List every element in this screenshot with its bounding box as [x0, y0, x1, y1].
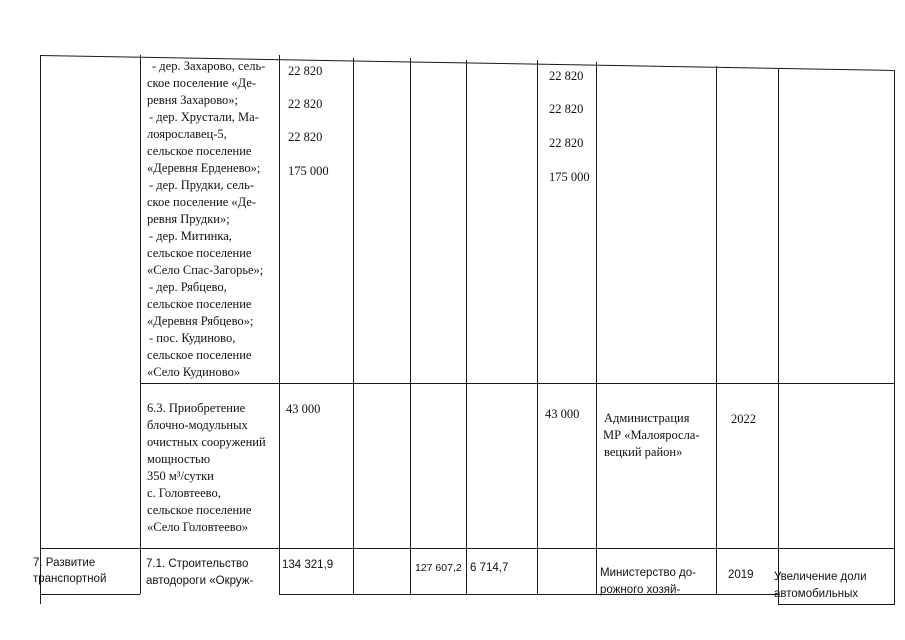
text-line: 6.3. Приобретение: [147, 401, 246, 415]
amount-value: 22 820: [549, 69, 584, 83]
amount-value: 175 000: [288, 164, 329, 178]
col-line-3: [353, 58, 354, 594]
text-line: 7.1. Строительство: [146, 558, 249, 570]
amount-value: 22 820: [549, 102, 584, 116]
row-line-3-left: [40, 594, 140, 595]
text-line: блочно-модульных: [147, 418, 248, 432]
text-line: автодороги «Окруж-: [146, 575, 254, 587]
row-3-year: 2019: [728, 569, 754, 581]
text-line: очистных сооружений: [147, 435, 266, 449]
row-2-year: 2022: [731, 412, 756, 426]
text-line: с. Головтеево,: [147, 486, 221, 500]
text-line: сельское поселение: [147, 246, 252, 260]
text-line: - дер. Рябцево,: [149, 280, 227, 294]
text-line: ревня Прудки»;: [147, 212, 230, 226]
row-line-3-mid: [279, 594, 779, 595]
row-2-amount-local: 43 000: [545, 407, 580, 421]
text-line: «Деревня Рябцево»;: [147, 314, 254, 328]
text-line: мощностью: [147, 452, 211, 466]
text-line: - пос. Кудиново,: [149, 331, 236, 345]
text-line: «Село Кудиново»: [147, 365, 241, 379]
col-line-8: [716, 66, 717, 594]
text-line: 7. Развитие: [33, 557, 96, 569]
col-line-6: [537, 60, 538, 594]
amount-value: 175 000: [549, 170, 590, 184]
text-line: - дер. Митинка,: [149, 229, 232, 243]
col-line-4: [410, 58, 411, 594]
text-line: Увеличение доли: [774, 571, 867, 583]
text-line: сельское поселение: [147, 503, 252, 517]
row-3-amount-regional: 6 714,7: [470, 562, 509, 574]
row-2-amount-total: 43 000: [286, 402, 321, 416]
text-line: ское поселение «Де-: [147, 76, 257, 90]
amount-value: 22 820: [288, 130, 323, 144]
text-line: сельское поселение: [147, 348, 252, 362]
text-line: Министерство до-: [600, 567, 696, 579]
text-line: - дер. Прудки, сель-: [149, 178, 254, 192]
col-line-9: [778, 68, 779, 604]
text-line: МР «Малояросла-: [603, 428, 700, 442]
text-line: 350 м³/сутки: [147, 469, 214, 483]
text-line: автомобильных: [774, 588, 859, 600]
row-3-amount-total: 134 321,9: [282, 559, 334, 571]
text-line: «Деревня Ерденево»;: [147, 161, 261, 175]
text-line: рожного хозяй-: [600, 584, 681, 596]
row-3-amount-federal: 127 607,2: [415, 562, 462, 574]
text-line: - дер. Захарово, сель-: [152, 59, 266, 73]
text-line: вецкий район»: [604, 445, 683, 459]
col-line-10: [894, 70, 895, 604]
amount-value: 22 820: [549, 136, 584, 150]
col-line-5: [466, 60, 467, 594]
text-line: лоярославец-5,: [147, 127, 227, 141]
text-line: «Село Спас-Загорье»;: [147, 263, 264, 277]
text-line: сельское поселение: [147, 144, 252, 158]
col-line-1: [140, 55, 141, 594]
col-line-7: [596, 62, 597, 594]
row-line-3-right: [778, 604, 895, 605]
text-line: транспортной: [33, 573, 107, 585]
text-line: ское поселение «Де-: [147, 195, 257, 209]
row-line-1: [140, 383, 895, 384]
text-line: ревня Захарово»;: [147, 93, 238, 107]
row-line-2: [40, 548, 895, 549]
text-line: - дер. Хрустали, Ма-: [149, 110, 259, 124]
amount-value: 22 820: [288, 64, 323, 78]
col-line-2: [279, 55, 280, 594]
text-line: «Село Головтеево»: [147, 520, 249, 534]
text-line: Администрация: [604, 411, 690, 425]
amount-value: 22 820: [288, 97, 323, 111]
text-line: сельское поселение: [147, 297, 252, 311]
col-line-0: [40, 55, 41, 604]
